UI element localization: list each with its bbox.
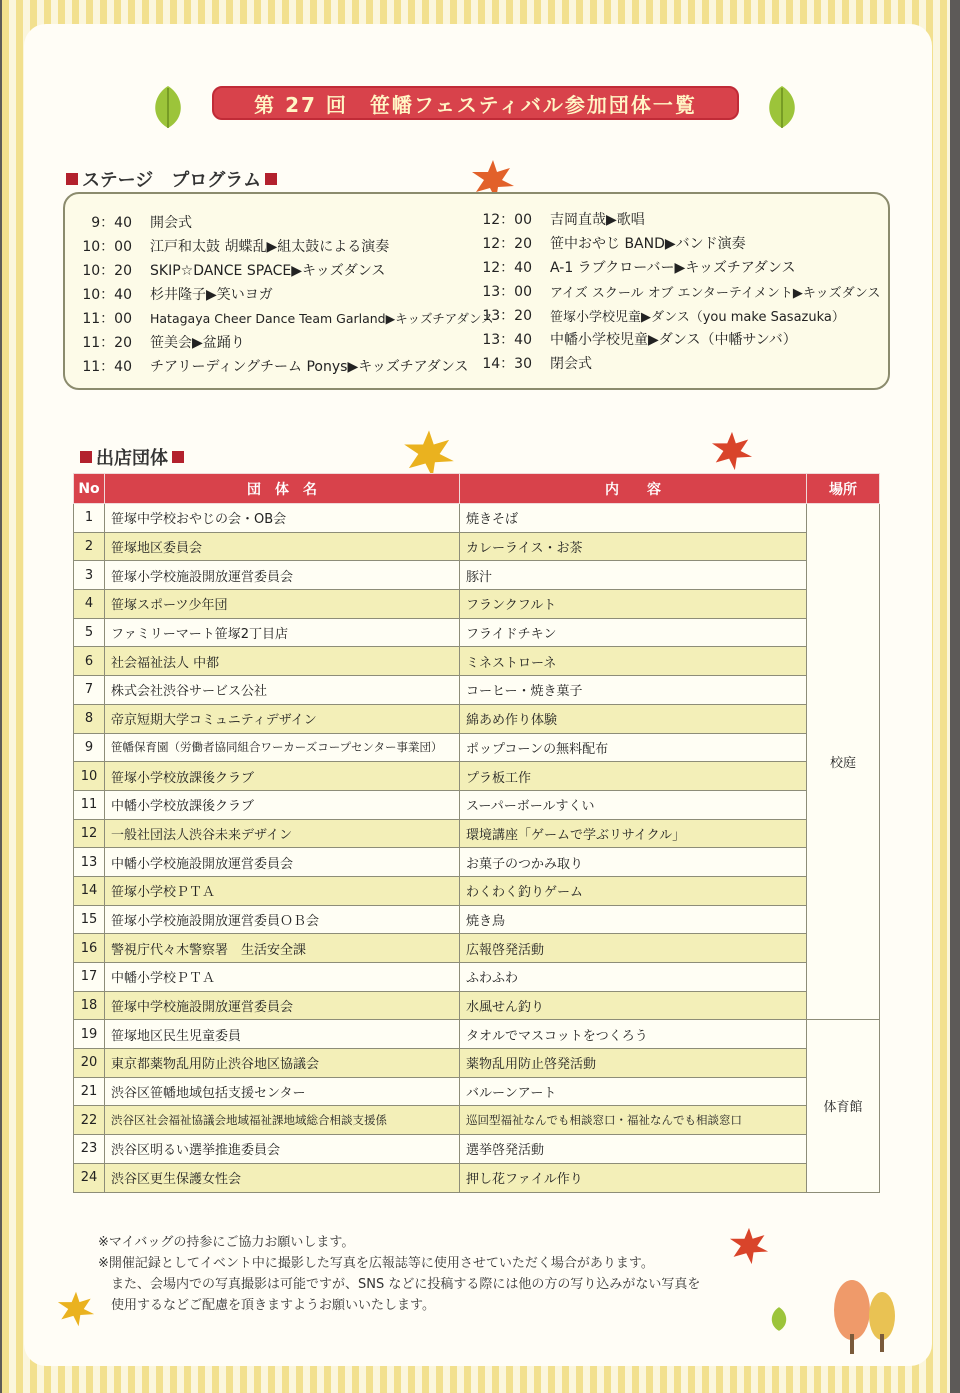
row-group-name: 帝京短期大学コミュニティデザイン	[105, 704, 460, 733]
program-time: 14：30	[482, 356, 532, 372]
row-content: 押し花ファイル作り	[460, 1163, 807, 1192]
program-item	[456, 207, 880, 231]
shops-heading-label: 出店団体	[96, 448, 168, 469]
row-group-name: 笹塚中学校施設開放運営委員会	[105, 991, 460, 1020]
row-group-name: 笹幡保育園（労働者協同組合ワーカーズコープセンター事業団）	[105, 733, 460, 762]
page-title: 第 27 回 笹幡フェスティバル参加団体一覧	[212, 86, 739, 120]
row-group-name: 笹塚スポーツ少年団	[105, 590, 460, 619]
trees-icon	[830, 1276, 900, 1356]
green-leaf-icon	[148, 84, 188, 130]
table-row	[74, 963, 880, 992]
table-row	[74, 1020, 880, 1049]
row-content: 水風せん釣り	[460, 991, 807, 1020]
row-number: 16	[74, 934, 105, 963]
program-item	[456, 327, 880, 351]
square-bullet-icon	[172, 451, 184, 463]
program-item	[456, 231, 880, 255]
maple-leaf-icon	[710, 430, 754, 472]
program-time: 11：20	[82, 335, 132, 351]
program-text: 吉岡直哉▶歌唱	[550, 212, 645, 228]
row-number: 9	[74, 733, 105, 762]
program-text: アイズ スクール オブ エンターテイメント▶キッズダンス	[550, 285, 881, 301]
square-bullet-icon	[66, 173, 78, 185]
maple-leaf-icon	[56, 1290, 96, 1328]
row-group-name: 中幡小学校施設開放運営委員会	[105, 848, 460, 877]
row-content: コーヒー・焼き菓子	[460, 676, 807, 705]
row-content: 選挙啓発活動	[460, 1135, 807, 1164]
stage-program-right	[456, 207, 880, 375]
table-row	[74, 532, 880, 561]
program-item	[56, 330, 494, 354]
row-number: 21	[74, 1077, 105, 1106]
row-number: 19	[74, 1020, 105, 1049]
note-line: ※開催記録としてイベント中に撮影した写真を広報誌等に使用させていただく場合があります。	[98, 1256, 654, 1271]
program-time: 12：40	[482, 260, 532, 276]
program-text: 笹中おやじ BAND▶バンド演奏	[550, 236, 746, 252]
table-row	[74, 1163, 880, 1192]
maple-leaf-icon	[728, 1226, 770, 1266]
row-number: 7	[74, 676, 105, 705]
row-content: プラ板工作	[460, 762, 807, 791]
row-group-name: ファミリーマート笹塚2丁目店	[105, 618, 460, 647]
program-time: 10：20	[82, 263, 132, 279]
shops-table	[73, 473, 880, 1193]
program-text: 閉会式	[550, 356, 592, 372]
table-row	[74, 790, 880, 819]
table-row	[74, 991, 880, 1020]
table-row	[74, 819, 880, 848]
stage-heading-label: ステージ プログラム	[82, 170, 262, 191]
place-school-yard: 校庭	[807, 504, 880, 1020]
table-row	[74, 704, 880, 733]
row-group-name: 警視庁代々木警察署 生活安全課	[105, 934, 460, 963]
table-row	[74, 1077, 880, 1106]
table-row	[74, 848, 880, 877]
row-content: カレーライス・お茶	[460, 532, 807, 561]
green-leaf-icon	[766, 1306, 792, 1332]
row-number: 8	[74, 704, 105, 733]
row-number: 2	[74, 532, 105, 561]
row-group-name: 笹塚中学校おやじの会・OB会	[105, 504, 460, 533]
row-content: 焼き鳥	[460, 905, 807, 934]
row-group-name: 笹塚小学校ＰＴＡ	[105, 876, 460, 905]
note-line: また、会場内での写真撮影は可能ですが、SNS などに投稿する際には他の方の写り込みがない写真を	[98, 1277, 701, 1292]
row-group-name: 渋谷区更生保護女性会	[105, 1163, 460, 1192]
row-content: フライドチキン	[460, 618, 807, 647]
row-group-name: 東京都薬物乱用防止渋谷地区協議会	[105, 1049, 460, 1078]
table-row	[74, 762, 880, 791]
table-row	[74, 934, 880, 963]
row-group-name: 社会福祉法人 中都	[105, 647, 460, 676]
column-header-no: No	[74, 474, 105, 504]
program-text: 江戸和太鼓 胡蝶乱▶組太鼓による演奏	[150, 239, 390, 255]
program-item	[456, 279, 880, 303]
row-content: 豚汁	[460, 561, 807, 590]
row-number: 11	[74, 790, 105, 819]
table-row	[74, 1049, 880, 1078]
place-gym: 体育館	[807, 1020, 880, 1192]
program-time: 13：20	[482, 308, 532, 324]
program-text: A-1 ラブクローバー▶キッズチアダンス	[550, 260, 796, 276]
program-time: 10：00	[82, 239, 132, 255]
program-time: 11：00	[82, 311, 132, 327]
program-time: 11：40	[82, 359, 132, 375]
row-number: 3	[74, 561, 105, 590]
row-content: 環境講座「ゲームで学ぶリサイクル」	[460, 819, 807, 848]
table-row	[74, 647, 880, 676]
row-content: タオルでマスコットをつくろう	[460, 1020, 807, 1049]
program-text: 中幡小学校児童▶ダンス（中幡サンバ）	[550, 332, 797, 348]
program-time: 10：40	[82, 287, 132, 303]
table-row	[74, 590, 880, 619]
row-number: 6	[74, 647, 105, 676]
row-content: ミネストローネ	[460, 647, 807, 676]
row-number: 12	[74, 819, 105, 848]
row-group-name: 笹塚小学校施設開放運営委員ＯＢ会	[105, 905, 460, 934]
program-text: 開会式	[150, 215, 192, 231]
table-row	[74, 504, 880, 533]
row-group-name: 渋谷区社会福祉協議会地域福祉課地域総合相談支援係	[105, 1106, 460, 1135]
row-content: ふわふわ	[460, 963, 807, 992]
row-number: 4	[74, 590, 105, 619]
row-content: スーパーボールすくい	[460, 790, 807, 819]
row-content: 綿あめ作り体験	[460, 704, 807, 733]
table-row	[74, 1135, 880, 1164]
row-number: 14	[74, 876, 105, 905]
program-text: 笹塚小学校児童▶ダンス（you make Sasazuka）	[550, 309, 845, 325]
green-leaf-icon	[762, 84, 802, 130]
table-row	[74, 733, 880, 762]
row-group-name: 渋谷区明るい選挙推進委員会	[105, 1135, 460, 1164]
row-number: 18	[74, 991, 105, 1020]
row-group-name: 渋谷区笹幡地域包括支援センター	[105, 1077, 460, 1106]
row-group-name: 笹塚小学校放課後クラブ	[105, 762, 460, 791]
program-time: 13：00	[482, 284, 532, 300]
stage-heading	[66, 166, 277, 192]
row-number: 20	[74, 1049, 105, 1078]
program-item	[456, 255, 880, 279]
table-row	[74, 676, 880, 705]
column-header-content: 内 容	[460, 474, 807, 504]
program-text: Hatagaya Cheer Dance Team Garland▶キッズチアダンス	[150, 311, 494, 326]
table-row	[74, 1106, 880, 1135]
row-content: 巡回型福祉なんでも相談窓口・福祉なんでも相談窓口	[460, 1106, 807, 1135]
row-group-name: 一般社団法人渋谷未来デザイン	[105, 819, 460, 848]
row-group-name: 笹塚地区委員会	[105, 532, 460, 561]
row-content: フランクフルト	[460, 590, 807, 619]
note-line: 使用するなどご配慮を頂きますようお願いいたします。	[98, 1298, 435, 1313]
program-text: チアリーディングチーム Ponys▶キッズチアダンス	[150, 359, 469, 375]
square-bullet-icon	[80, 451, 92, 463]
row-content: ポップコーンの無料配布	[460, 733, 807, 762]
row-number: 13	[74, 848, 105, 877]
row-number: 10	[74, 762, 105, 791]
row-group-name: 株式会社渋谷サービス公社	[105, 676, 460, 705]
program-time: 12：00	[482, 212, 532, 228]
row-content: 薬物乱用防止啓発活動	[460, 1049, 807, 1078]
row-number: 1	[74, 504, 105, 533]
row-group-name: 笹塚地区民生児童委員	[105, 1020, 460, 1049]
row-group-name: 笹塚小学校施設開放運営委員会	[105, 561, 460, 590]
program-text: 笹美会▶盆踊り	[150, 335, 245, 351]
program-time: 9：40	[91, 215, 132, 231]
table-row	[74, 561, 880, 590]
program-item	[56, 258, 494, 282]
column-header-place: 場所	[807, 474, 880, 504]
row-content: 焼きそば	[460, 504, 807, 533]
table-row	[74, 618, 880, 647]
program-item	[56, 282, 494, 306]
column-header-name: 団 体 名	[105, 474, 460, 504]
row-number: 5	[74, 618, 105, 647]
row-content: バルーンアート	[460, 1077, 807, 1106]
program-text: SKIP☆DANCE SPACE▶キッズダンス	[150, 263, 386, 279]
stage-program-left	[56, 210, 494, 378]
program-text: 杉井隆子▶笑いヨガ	[150, 287, 273, 303]
row-content: わくわく釣りゲーム	[460, 876, 807, 905]
row-number: 22	[74, 1106, 105, 1135]
row-number: 23	[74, 1135, 105, 1164]
shops-table-body	[74, 504, 880, 1193]
program-time: 12：20	[482, 236, 532, 252]
table-row	[74, 876, 880, 905]
shops-heading	[80, 444, 184, 470]
notes	[98, 1232, 700, 1316]
square-bullet-icon	[265, 173, 277, 185]
row-number: 24	[74, 1163, 105, 1192]
row-number: 17	[74, 963, 105, 992]
program-item	[56, 354, 494, 378]
row-content: 広報啓発活動	[460, 934, 807, 963]
note-line: ※マイバッグの持参にご協力お願いします。	[98, 1235, 355, 1250]
row-number: 15	[74, 905, 105, 934]
row-group-name: 中幡小学校ＰＴＡ	[105, 963, 460, 992]
program-item	[56, 234, 494, 258]
program-item	[456, 351, 880, 375]
table-header-row	[74, 474, 880, 504]
row-group-name: 中幡小学校放課後クラブ	[105, 790, 460, 819]
program-item	[456, 303, 880, 327]
row-content: お菓子のつかみ取り	[460, 848, 807, 877]
table-row	[74, 905, 880, 934]
program-item	[56, 210, 494, 234]
program-time: 13：40	[482, 332, 532, 348]
program-item	[56, 306, 494, 330]
